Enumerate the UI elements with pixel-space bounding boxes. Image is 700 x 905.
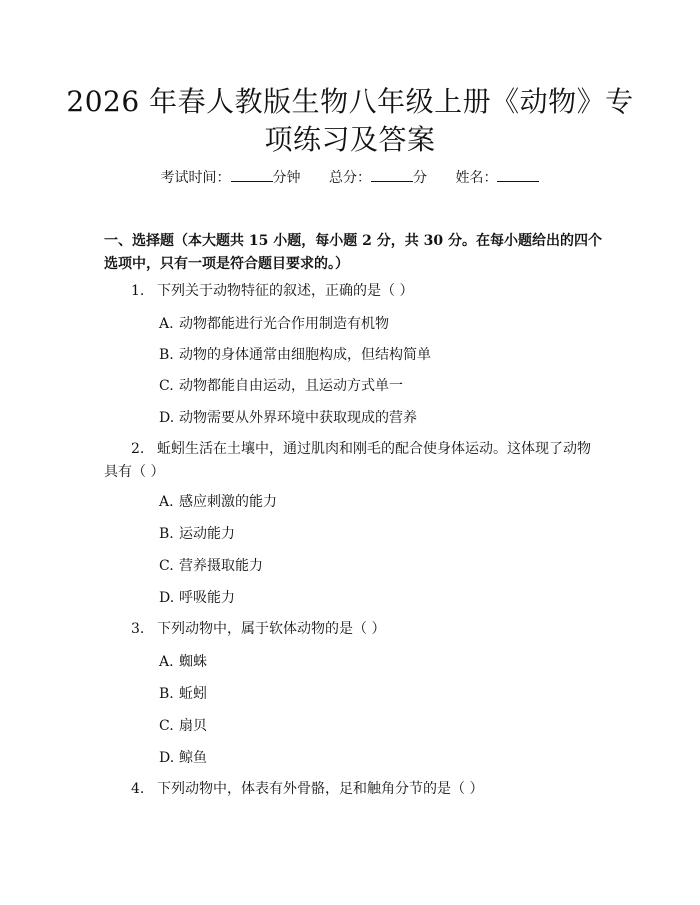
option-item [159, 716, 207, 736]
option-text: 营养摄取能力 [179, 558, 263, 574]
option-text: 感应刺激的能力 [179, 494, 277, 510]
option-item [159, 588, 235, 608]
option-item [159, 524, 235, 544]
total-score-blank [371, 169, 413, 182]
option-text: 动物都能自由运动，且运动方式单一 [179, 378, 403, 394]
option-letter: C. [159, 378, 174, 394]
option-text: 扇贝 [179, 718, 207, 734]
option-letter: A. [159, 654, 174, 670]
option-item [159, 556, 263, 576]
option-item [159, 684, 207, 704]
total-score-label: 总分： [329, 170, 371, 186]
document-title-line-1: 2026 年春人教版生物八年级上册《动物》专 [66, 85, 634, 118]
option-letter: B. [159, 347, 174, 363]
question-number: 3. [131, 621, 145, 637]
option-item [159, 345, 431, 365]
exam-time-label: 考试时间： [160, 170, 231, 186]
option-letter: D. [159, 590, 175, 606]
option-item [159, 748, 207, 768]
option-letter: A. [159, 316, 174, 332]
exam-time-field [161, 168, 301, 188]
option-text: 呼吸能力 [179, 590, 235, 606]
option-item [159, 314, 389, 334]
student-name-blank [497, 169, 539, 182]
option-letter: B. [159, 526, 174, 542]
option-letter: B. [159, 686, 174, 702]
question-text: 下列关于动物特征的叙述，正确的是（ ） [157, 283, 414, 299]
option-text: 运动能力 [179, 526, 235, 542]
exam-time-blank [231, 169, 273, 182]
total-score-unit: 分 [413, 170, 427, 186]
question-text: 下列动物中，体表有外骨骼，足和触角分节的是（ ） [157, 781, 484, 797]
question-number: 1. [131, 283, 145, 299]
question-text: 下列动物中，属于软体动物的是（ ） [157, 621, 386, 637]
option-text: 动物需要从外界环境中获取现成的营养 [179, 410, 417, 426]
option-letter: D. [159, 410, 175, 426]
option-item [159, 492, 277, 512]
student-name-label: 姓名： [455, 170, 498, 186]
option-letter: C. [159, 558, 174, 574]
option-text: 鲸鱼 [179, 750, 207, 766]
exam-time-unit: 分钟 [272, 170, 301, 186]
option-text: 动物都能进行光合作用制造有机物 [179, 316, 389, 332]
option-text: 动物的身体通常由细胞构成，但结构简单 [179, 347, 431, 363]
section-heading: 一、选择题（本大题共 15 小题，每小题 2 分，共 30 分。在每小题给出的四个选项中，只有一项是符合题目要求的。） [104, 233, 602, 272]
option-item [159, 652, 207, 672]
option-item [159, 376, 403, 396]
total-score-field [329, 168, 427, 188]
option-letter: D. [159, 750, 175, 766]
option-letter: A. [159, 494, 174, 510]
exam-meta-row [0, 168, 700, 188]
option-text: 蚯蚓 [179, 686, 207, 702]
question-text: 蚯蚓生活在土壤中，通过肌肉和刚毛的配合使身体运动。这体现了动物具有（ ） [104, 441, 591, 480]
option-text: 蜘蛛 [179, 654, 207, 670]
document-title-line-2: 项练习及答案 [264, 123, 436, 156]
question-number: 2. [131, 441, 145, 457]
option-letter: C. [159, 718, 174, 734]
question-number: 4. [131, 781, 145, 797]
option-item [159, 408, 417, 428]
student-name-field [455, 168, 539, 188]
